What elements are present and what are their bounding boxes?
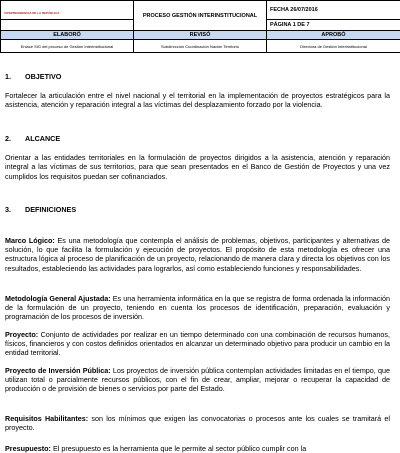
definition-item [5,366,390,394]
definition-item [5,414,390,432]
definition-item [5,294,390,322]
definition-text: son los mínimos que exigen las convocatorias o procesos ante los cuales se tramitará el proyecto. [5,414,390,432]
definition-text: Es una metodología que contempla el análisis de problemas, objetivos, participantes y alternativas de solución, lo que facilita la formulación y ejecución de proyectos. El propósito de esta metodología es ofrecer una estructura lógica al proceso de planificación de un proyecto, relacionando de manera clara y directa los objetivos con los resultados, estableciendo las actividades para lograrlos, así como estableciendo funciones y responsabilidades. [5,236,390,273]
definition-term: Requisitos Habilitantes: [5,414,88,423]
definition-item [5,444,390,453]
document-date: FECHA 26/07/2016 [267,1,400,20]
page-number: PÁGINA 1 DE 7 [267,20,400,31]
section-objetivo [5,72,390,110]
definition-item [5,236,390,273]
logo-cell-lower [1,20,134,31]
definition-term: Metodología General Ajustada: [5,294,111,303]
definition-text: Conjunto de actividades por realizar en un tiempo determinado con una combinación de recursos humanos, físicos, financieros y con costos definidos orientados en alcanzar un determinado objetivo para producir un cambio en la entidad territorial. [5,330,390,357]
section-heading: 1. OBJETIVO [5,72,390,81]
definition-item [5,330,390,358]
definition-text: Es una herramienta informática en la que se registra de forma ordenada la información de la formulación de un proyecto, teniendo en cuenta los procesos de identificación, preparación, evaluación y programación de los procesos de inversión. [5,294,390,321]
definition-term: Presupuesto: [5,444,51,453]
document-header-table [0,0,400,53]
definition-term: Proyecto de Inversión Pública: [5,366,111,375]
definition-text: Los proyectos de inversión pública contemplan actividades limitadas en el tiempo, que utilizan total o parcialmente recursos públicos, con el fin de crear, ampliar, mejorar o recuperar la capacidad de producción o de provisión de bienes o servicios por parte del Estado. [5,366,390,393]
value-elaboro: Enlace SIG del proceso de Gestión Interinstitucional [1,40,134,53]
section-definiciones [5,205,390,214]
section-alcance [5,134,390,181]
definition-term: Proyecto: [5,330,38,339]
section-text: Fortalecer la articulación entre el nivel nacional y el territorial en la implementación de proyectos estratégicos para la asistencia, atención y reparación integral a las víctimas del desplazamiento forzado por la violencia. [5,91,390,109]
definition-term: Marco Lógico: [5,236,55,245]
section-heading: 3. DEFINICIONES [5,205,390,214]
role-aprobo: APROBÓ [267,31,400,40]
role-elaboro: ELABORÓ [1,31,134,40]
definition-text: El presupuesto es la herramienta que le permite al sector público cumplir con la [53,444,306,453]
section-heading: 2. ALCANCE [5,134,390,143]
section-text: Orientar a las entidades territoriales en la formulación de proyectos dirigidos a la asistencia, atención y reparación integral a las víctimas de sus territorios, para que sean presentados en el Banco de Gestión de Proyectos y una vez cumplidos los requisitos puedan ser cofinanciados. [5,153,390,181]
value-aprobo: Directora de Gestión Interinstitucional [267,40,400,53]
process-title: PROCESO GESTIÓN INTERINSTITUCIONAL [134,1,267,31]
value-reviso: Subdirección Coordinación Nación Territorio [134,40,267,53]
logo-cell [1,1,134,20]
role-reviso: REVISÓ [134,31,267,40]
logo-text: VICEPRESIDENCIA DE LA REPÚBLICA [4,11,59,15]
